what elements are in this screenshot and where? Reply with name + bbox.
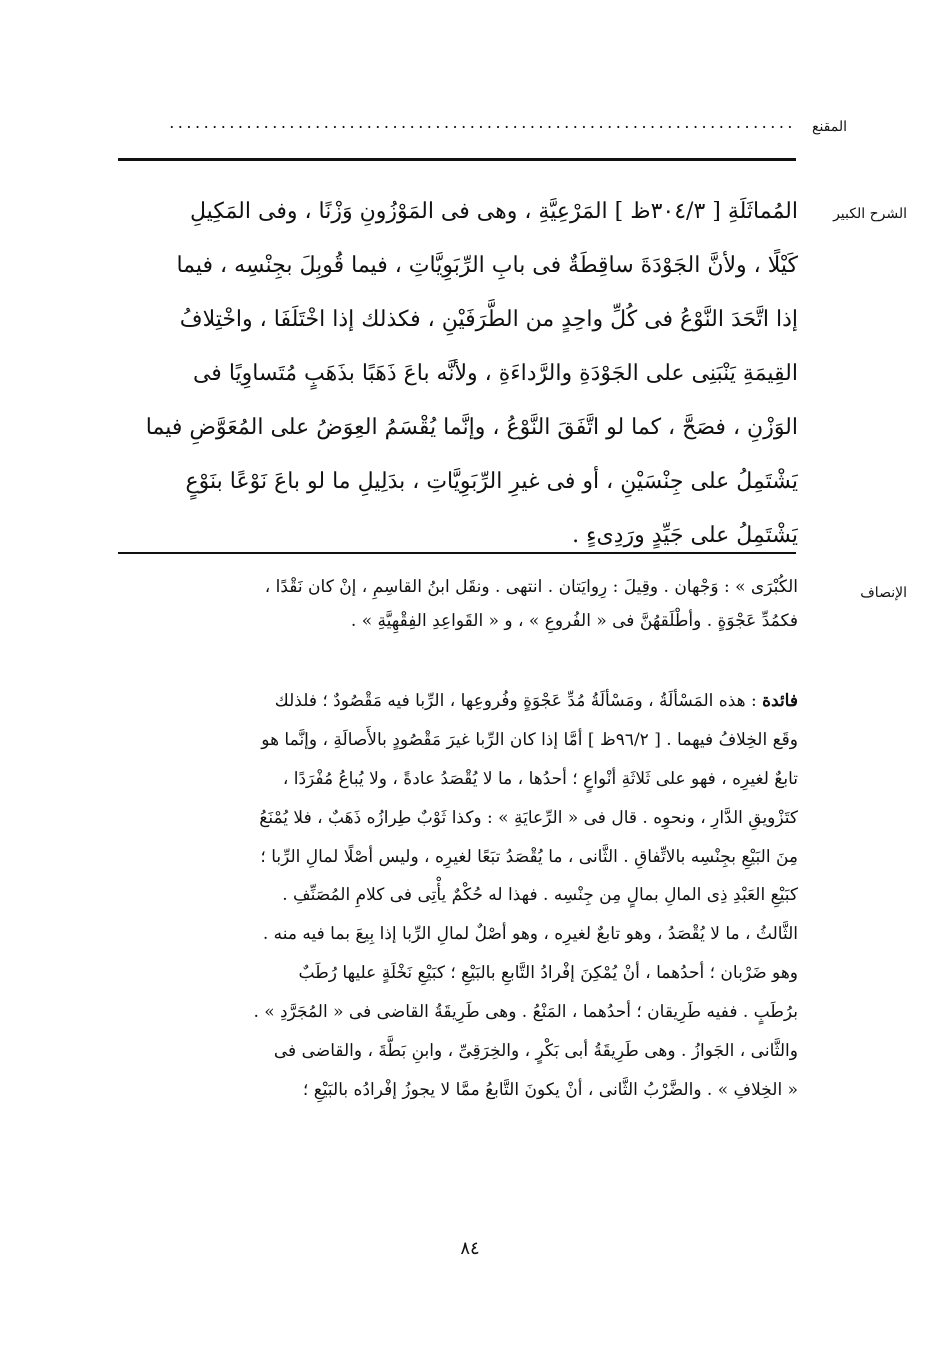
faida-first-line (118, 682, 798, 721)
faida-line: الثَّالثُ ، ما لا يُقْصَدُ ، وهو تابعٌ لغيرِه ، وهو أصْلٌ لمالِ الرِّبا إذا بِيعَ بما فيه منه . (262, 924, 798, 945)
insaf-section-label: الإنصاف (860, 585, 907, 601)
faida-line: وقَع الخِلافُ فيهما . [ ٩٦/٢ظ ] أمَّا إذا كان الرِّبا غيرَ مَقْصُودٍ بالأَصالَةِ ، وإنَّما هو (261, 729, 798, 750)
sharh-line: يَشْتَمِلُ على جَيِّدٍ ورَدِىءٍ . (572, 523, 798, 548)
sharh-line: يَشْتَمِلُ على جِنْسَيْنِ ، أو فى غيرِ الرِّبَوِيَّاتِ ، بدَلِيلِ ما لو باعَ نَوْعًا بنَوْعٍ (185, 469, 798, 494)
faida-line: مِنَ البَيْعِ بجِنْسِه بالاتِّفاقِ . الثَّانى ، ما يُقْصَدُ تبَعًا لغيرِه ، وليس أصْلًا لمالِ الرِّبا ؛ (260, 846, 798, 867)
sharh-line: المُماثَلَةِ [ ٣٠٤/٣ظ ] المَرْعِيَّةِ ، وهى فى المَوْزُونِ وَزْنًا ، وفى المَكِيلِ (190, 199, 798, 224)
faida-line: والثَّانى ، الجَوازُ . وهى طَرِيقَةُ أبى بَكْرٍ ، والخِرَقِىِّ ، وابنِ بَطَّةَ ، والقاضى فى (273, 1041, 798, 1062)
sharh-line: الوَزْنِ ، فصَحَّ ، كما لو اتَّفَقَ النَّوْعُ ، وإنَّما يُقْسَمُ العِوَضُ على المُعَوَّضِ فيما (145, 415, 798, 440)
faida-text-block (118, 682, 798, 1110)
sharh-line: إذا اتَّحَدَ النَّوْعُ فى كُلِّ واحِدٍ من الطَّرَفَيْنِ ، فكذلك إذا اخْتَلَفَا ، واخْتِلافُ (179, 307, 798, 332)
section-divider (118, 552, 796, 554)
header-dot-leader: ......................................................................... (169, 113, 796, 132)
insaf-text-block (118, 570, 798, 638)
faida-line: تابعٌ لغيرِه ، فهو على ثَلاثَةِ أنْواعٍ ؛ أحدُها ، ما لا يُقْصَدُ عادةً ، ولا يُباعُ مُفْرَدًا ، (282, 768, 798, 789)
insaf-line: فكمُدِّ عَجْوَةٍ . وأطْلَقهُنَّ فى « الفُروعِ » ، و « القَواعِدِ الفِقْهِيَّةِ » . (350, 611, 798, 631)
faida-line: كتَزْويقِ الدَّارِ ، ونحوِه . قال فى « الرِّعايَةِ » : وكذا ثَوْبٌ طِرازُه ذَهَبٌ ، فلا يُمْنَعُ (259, 807, 798, 828)
faida-title: فائدة (762, 691, 798, 711)
book-title: المقنع (812, 119, 848, 135)
faida-first-line-text: : هذه المَسْألَةُ ، ومَسْألَةُ مُدِّ عَجْوَةٍ وفُروعِها ، الرِّبا فيه مَقْصُودٌ ؛ فلذلك (274, 691, 757, 711)
sharh-line: كَيْلًا ، ولأنَّ الجَوْدَةَ ساقِطَةٌ فى بابِ الرِّبَوِيَّاتِ ، فيما قُوبِلَ بجِنْسِه ، فيما (176, 253, 798, 278)
sharh-line: القِيمَةِ يَنْبَنِى على الجَوْدَةِ والرَّداءَةِ ، ولأنَّه باعَ ذَهَبًا بذَهَبٍ مُتَساوِيًا فى (192, 361, 798, 386)
faida-line: كبَيْعِ العَبْدِ ذِى المالِ بمالٍ مِن جِنْسِه . فهذا له حُكْمٌ يأْتِى فى كلامِ المُصَنِّفِ . (282, 885, 798, 906)
faida-line: برُطَبٍ . ففيه طَرِيقان ؛ أحدُهما ، المَنْعُ . وهى طَرِيقَةُ القاضى فى « المُجَرَّدِ » . (253, 1002, 798, 1023)
faida-line: وهو ضَرْبان ؛ أحدُهما ، أنْ يُمْكِنَ إفْرادُ التَّابعِ بالبَيْعِ ؛ كبَيْعِ نَخْلَةٍ عليها رُطَبٌ (298, 963, 798, 984)
sharh-section-label: الشرح الكبير (833, 206, 907, 222)
sharh-text-block (118, 185, 798, 563)
faida-line: « الخِلافِ » . والضَّرْبُ الثَّانى ، أنْ يكونَ التَّابعُ ممَّا لا يجوزُ إفْرادُه بالبَيْعِ ؛ (302, 1079, 798, 1100)
page-number: ٨٤ (460, 1238, 480, 1259)
header-rule (118, 158, 796, 161)
insaf-line: الكُبْرَى » : وَجْهان . وقِيلَ : رِوايَتان . انتهى . ونقَل ابنُ القاسِمِ ، إنْ كان نَقْدًا ، (264, 577, 798, 597)
